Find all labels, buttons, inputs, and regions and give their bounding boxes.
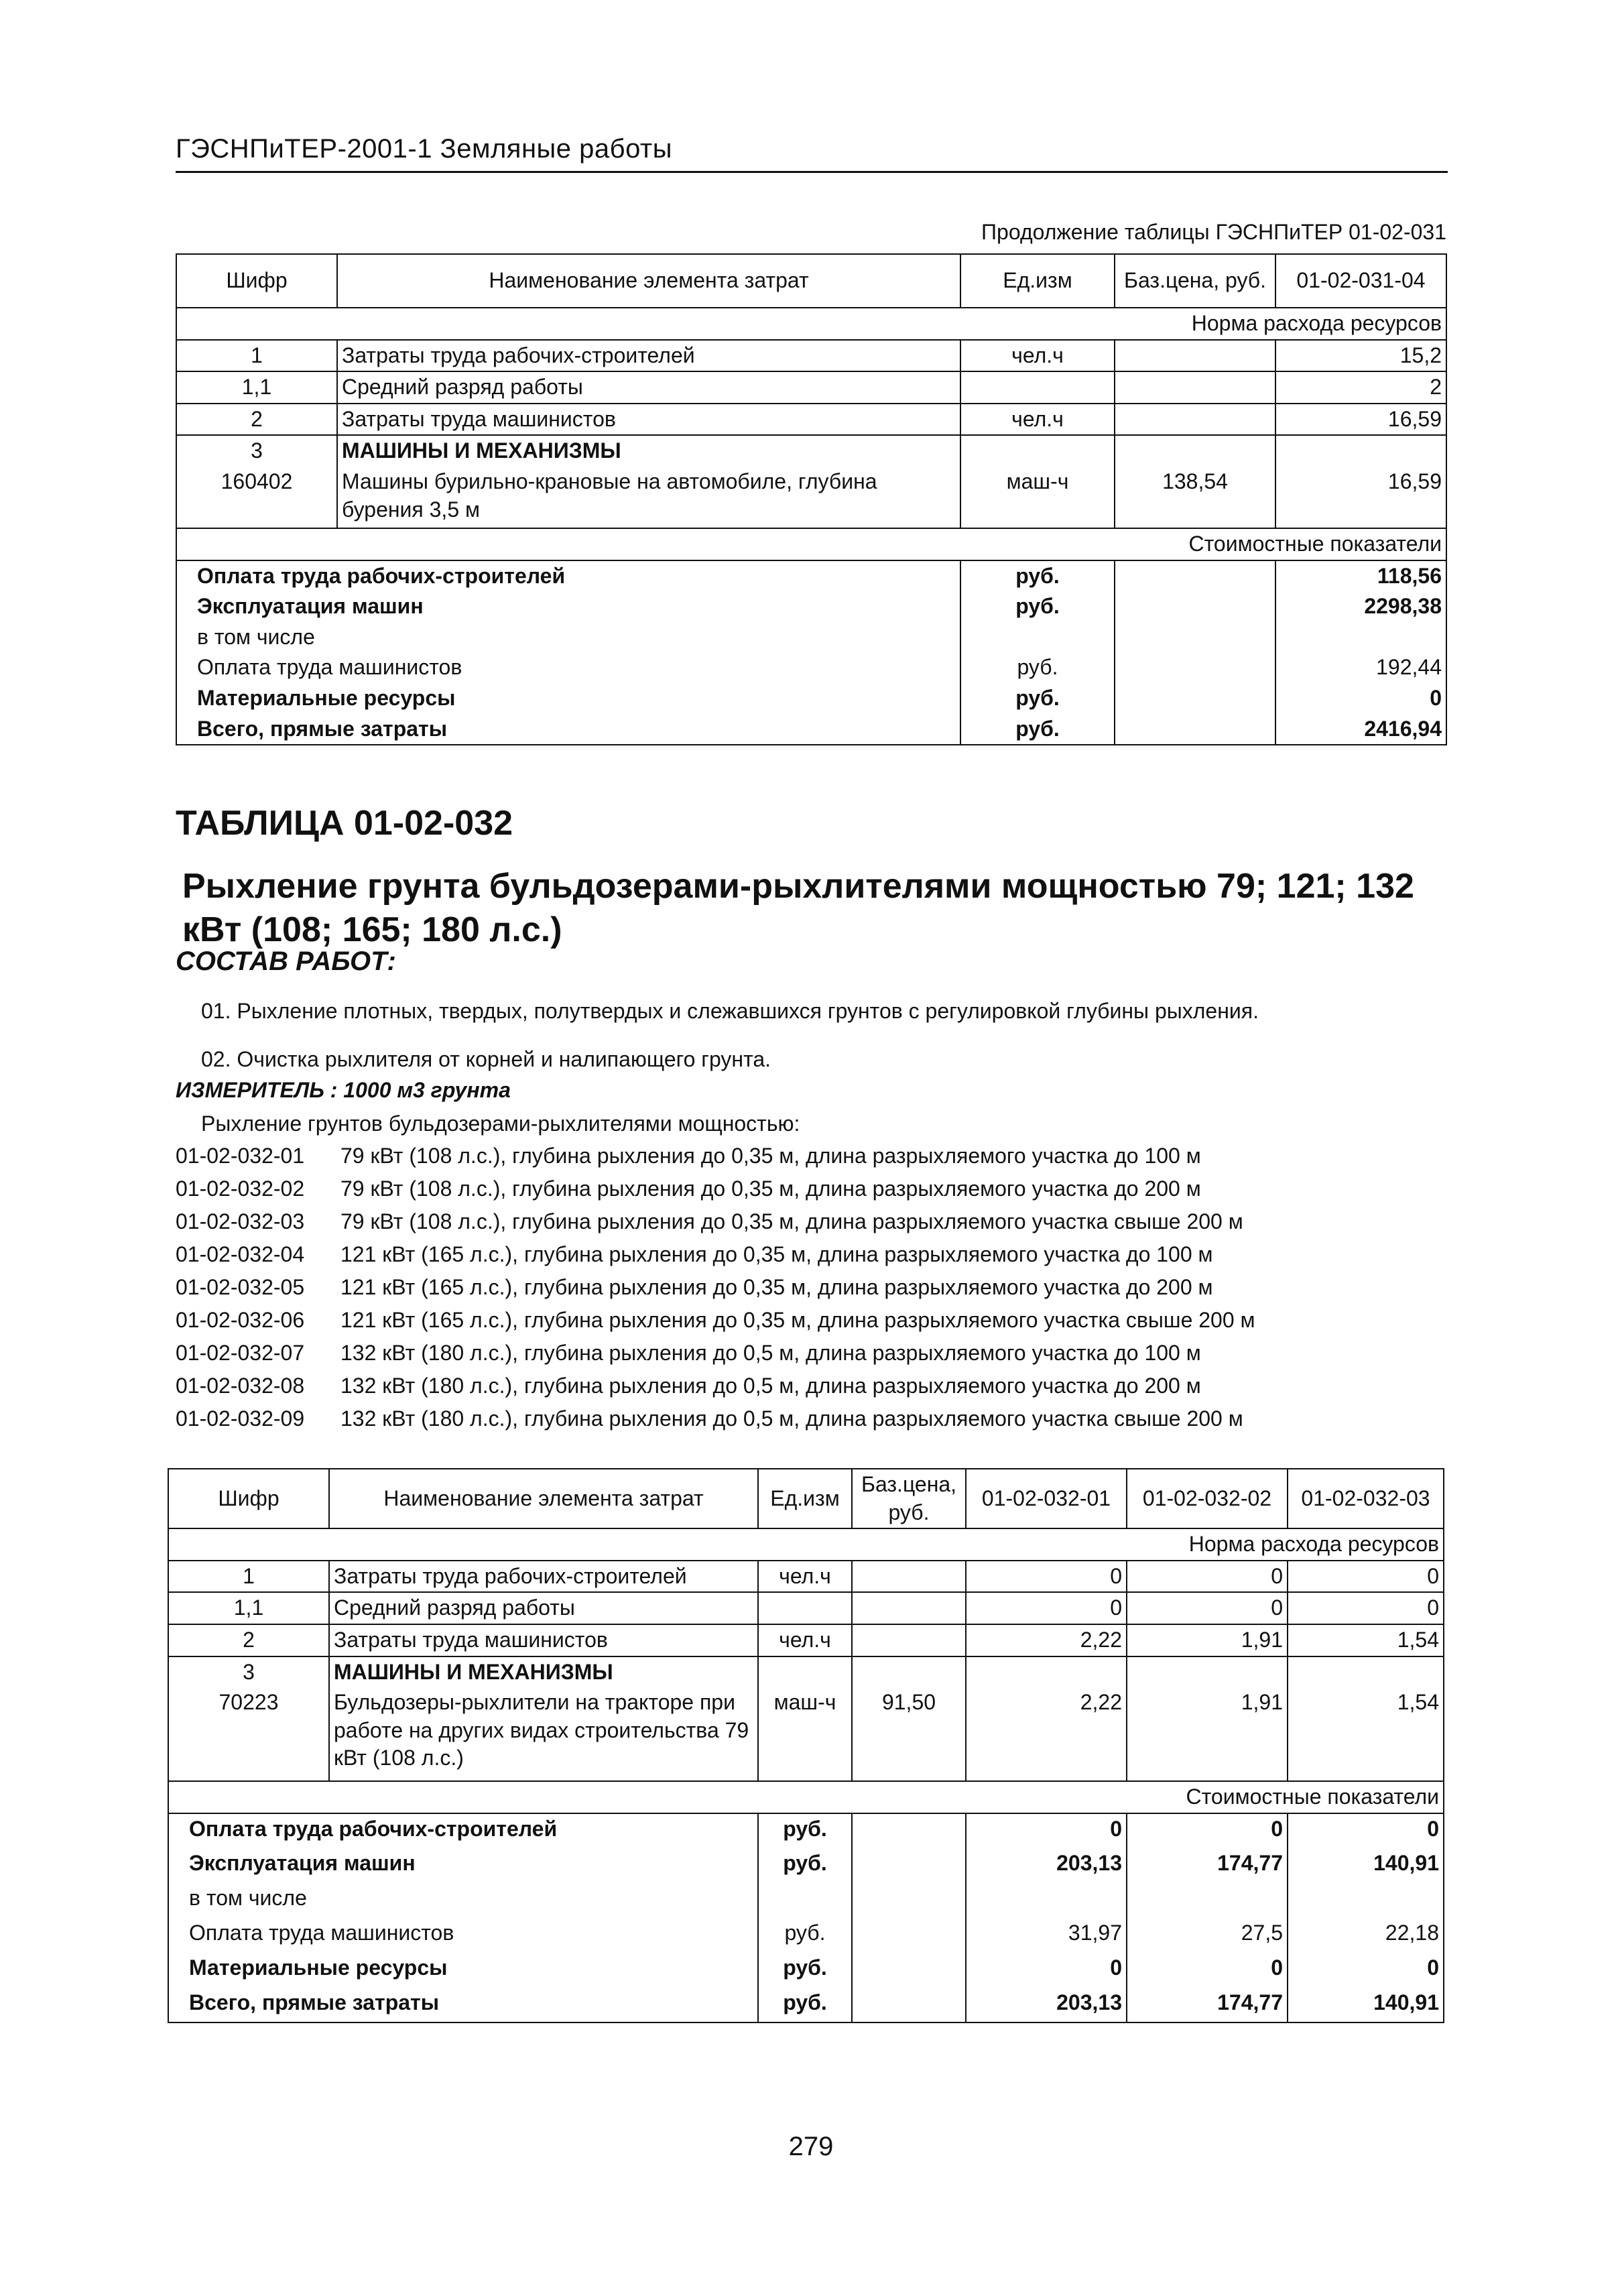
variant-code: 01-02-032-08 <box>176 1374 305 1398</box>
row-name: Затраты труда рабочих-строителей <box>329 1561 758 1593</box>
cost-value: 31,97 <box>966 1918 1127 1953</box>
row-name: Затраты труда машинистов <box>337 404 960 436</box>
row-name: Затраты труда рабочих-строителей <box>337 340 960 372</box>
cost-name: Оплата труда машинистов <box>176 652 960 683</box>
row-unit: чел.ч <box>758 1624 852 1656</box>
cost-unit: руб. <box>758 1953 852 1988</box>
row-value <box>1275 435 1446 467</box>
cost-row <box>176 622 1446 653</box>
row-price <box>852 1592 966 1624</box>
variants-intro: Рыхление грунтов бульдозерами-рыхлителями мощностью: <box>201 1111 800 1136</box>
cost-value: 2298,38 <box>1275 591 1446 622</box>
cost-value: 203,13 <box>966 1848 1127 1883</box>
work-item: 01. Рыхление плотных, твердых, полутвердых и слежавшихся грунтов с регулировкой глубины рыхления. <box>201 999 1259 1023</box>
section-subtitle: Рыхление грунта бульдозерами-рыхлителями мощностью 79; 121; 132 кВт (108; 165; 180 л.с.) <box>182 867 1414 949</box>
cost-name: Эксплуатация машин <box>176 591 960 622</box>
cost-name: в том числе <box>176 622 960 653</box>
row-value: 16,59 <box>1275 404 1446 436</box>
row-name: Бульдозеры-рыхлители на тракторе при работе на других видах строительства 79 кВт (108 л.с.) <box>329 1687 758 1781</box>
header-rule <box>176 171 1448 173</box>
work-item: 02. Очистка рыхлителя от корней и налипающего грунта. <box>201 1047 771 1071</box>
composition-label: СОСТАВ РАБОТ: <box>176 947 396 976</box>
col-header-variant: 01-02-032-01 <box>966 1469 1127 1528</box>
row-unit: маш-ч <box>960 467 1115 528</box>
row-value: 1,54 <box>1288 1624 1444 1656</box>
row-code: 2 <box>176 404 337 436</box>
cost-row <box>176 591 1446 622</box>
row-value: 0 <box>1288 1592 1444 1624</box>
cost-row <box>176 683 1446 714</box>
cost-value: 203,13 <box>966 1988 1127 2022</box>
cost-row <box>176 714 1446 745</box>
col-header-name: Наименование элемента затрат <box>329 1469 758 1528</box>
row-unit <box>960 435 1115 467</box>
cost-price <box>852 1813 966 1848</box>
cost-row <box>168 1953 1444 1988</box>
table-continuation-note: Продолжение таблицы ГЭСНПиТЕР 01-02-031 <box>981 220 1446 244</box>
variant-line <box>176 1275 1213 1300</box>
variant-line <box>176 1242 1213 1267</box>
cost-price <box>852 1848 966 1883</box>
variant-code: 01-02-032-05 <box>176 1275 305 1299</box>
col-header-unit: Ед.изм <box>758 1469 852 1528</box>
cost-section-header: Стоимостные показатели <box>176 528 1446 560</box>
cost-name: Эксплуатация машин <box>168 1848 758 1883</box>
cost-value: 0 <box>1127 1953 1288 1988</box>
variant-text: 132 кВт (180 л.с.), глубина рыхления до 0,5 м, длина разрыхляемого участка до 100 м <box>340 1341 1201 1365</box>
cost-value <box>966 1883 1127 1918</box>
row-name: Машины бурильно-крановые на автомобиле, глубина бурения 3,5 м <box>337 467 960 528</box>
cost-unit <box>758 1883 852 1918</box>
cost-value: 0 <box>966 1953 1127 1988</box>
cost-price <box>1115 714 1275 745</box>
row-unit: чел.ч <box>960 340 1115 372</box>
cost-name: Материальные ресурсы <box>168 1953 758 1988</box>
cost-unit: руб. <box>758 1918 852 1953</box>
cost-name: Материальные ресурсы <box>176 683 960 714</box>
cost-unit: руб. <box>960 591 1115 622</box>
row-value: 1,91 <box>1127 1624 1288 1656</box>
row-price <box>1115 435 1275 467</box>
row-name: Средний разряд работы <box>337 371 960 404</box>
row-value: 0 <box>1288 1561 1444 1593</box>
cost-value: 118,56 <box>1275 560 1446 592</box>
cost-price <box>852 1883 966 1918</box>
variant-code: 01-02-032-06 <box>176 1308 305 1332</box>
row-value <box>1288 1656 1444 1688</box>
cost-unit: руб. <box>960 714 1115 745</box>
variant-code: 01-02-032-09 <box>176 1406 305 1431</box>
variant-code: 01-02-032-03 <box>176 1209 305 1233</box>
table-row <box>176 340 1446 372</box>
cost-price <box>1115 591 1275 622</box>
cost-price <box>1115 683 1275 714</box>
cost-value: 0 <box>1127 1813 1288 1848</box>
cost-name: Всего, прямые затраты <box>176 714 960 745</box>
cost-unit: руб. <box>960 560 1115 592</box>
cost-value: 174,77 <box>1127 1848 1288 1883</box>
cost-row <box>168 1813 1444 1848</box>
cost-name: в том числе <box>168 1883 758 1918</box>
table-row <box>168 1561 1444 1593</box>
cost-value: 0 <box>966 1813 1127 1848</box>
cost-unit: руб. <box>758 1813 852 1848</box>
row-name: МАШИНЫ И МЕХАНИЗМЫ <box>337 435 960 467</box>
row-value: 0 <box>966 1561 1127 1593</box>
variant-line <box>176 1209 1243 1234</box>
cost-value: 0 <box>1288 1813 1444 1848</box>
row-price <box>852 1561 966 1593</box>
row-value: 2,22 <box>966 1624 1127 1656</box>
row-price <box>852 1624 966 1656</box>
variant-text: 121 кВт (165 л.с.), глубина рыхления до 0,35 м, длина разрыхляемого участка свыше 200 м <box>340 1308 1255 1332</box>
cost-unit: руб. <box>960 652 1115 683</box>
cost-row <box>168 1988 1444 2022</box>
variant-code: 01-02-032-01 <box>176 1144 305 1168</box>
cost-unit: руб. <box>758 1988 852 2022</box>
variant-text: 79 кВт (108 л.с.), глубина рыхления до 0,35 м, длина разрыхляемого участка свыше 200 м <box>340 1209 1243 1233</box>
row-name: Затраты труда машинистов <box>329 1624 758 1656</box>
cost-row <box>168 1848 1444 1883</box>
cost-price <box>852 1953 966 1988</box>
col-header-code: Шифр <box>176 254 337 308</box>
cost-price <box>1115 652 1275 683</box>
row-value: 16,59 <box>1275 467 1446 528</box>
row-price <box>1115 404 1275 436</box>
variant-line <box>176 1176 1201 1201</box>
cost-value: 174,77 <box>1127 1988 1288 2022</box>
cost-name: Оплата труда машинистов <box>168 1918 758 1953</box>
row-price: 138,54 <box>1115 467 1275 528</box>
row-price: 91,50 <box>852 1687 966 1781</box>
table-row <box>176 467 1446 528</box>
cost-value: 0 <box>1275 683 1446 714</box>
cost-value: 140,91 <box>1288 1848 1444 1883</box>
cost-value: 192,44 <box>1275 652 1446 683</box>
cost-value: 22,18 <box>1288 1918 1444 1953</box>
col-header-name: Наименование элемента затрат <box>337 254 960 308</box>
norm-section-header: Норма расхода ресурсов <box>176 308 1446 340</box>
page-number: 279 <box>788 2132 834 2161</box>
cost-name: Всего, прямые затраты <box>168 1988 758 2022</box>
measure-unit: ИЗМЕРИТЕЛЬ : 1000 м3 грунта <box>176 1078 511 1102</box>
cost-row <box>176 652 1446 683</box>
col-header-code: Шифр <box>168 1469 329 1528</box>
variant-text: 132 кВт (180 л.с.), глубина рыхления до 0,5 м, длина разрыхляемого участка свыше 200 м <box>340 1406 1243 1431</box>
row-value: 2,22 <box>966 1687 1127 1781</box>
row-code: 70223 <box>168 1687 329 1781</box>
row-value: 2 <box>1275 371 1446 404</box>
cost-price <box>852 1918 966 1953</box>
variant-line <box>176 1374 1201 1398</box>
cost-row <box>176 560 1446 592</box>
row-code: 3 <box>168 1656 329 1688</box>
row-unit <box>960 371 1115 404</box>
row-price <box>852 1656 966 1688</box>
row-code: 2 <box>168 1624 329 1656</box>
cost-unit <box>960 622 1115 653</box>
row-value: 1,91 <box>1127 1687 1288 1781</box>
row-value <box>966 1656 1127 1688</box>
table-row <box>176 404 1446 436</box>
row-value: 0 <box>1127 1561 1288 1593</box>
cost-name: Оплата труда рабочих-строителей <box>176 560 960 592</box>
row-code: 3 <box>176 435 337 467</box>
cost-unit: руб. <box>758 1848 852 1883</box>
resource-table-01-02-032 <box>168 1468 1444 2023</box>
row-code: 160402 <box>176 467 337 528</box>
cost-value <box>1275 622 1446 653</box>
row-value: 0 <box>1127 1592 1288 1624</box>
row-value: 0 <box>966 1592 1127 1624</box>
cost-price <box>1115 622 1275 653</box>
variant-text: 121 кВт (165 л.с.), глубина рыхления до 0,35 м, длина разрыхляемого участка до 100 м <box>340 1242 1213 1266</box>
row-price <box>1115 371 1275 404</box>
row-unit: чел.ч <box>758 1561 852 1593</box>
row-code: 1,1 <box>176 371 337 404</box>
row-value: 1,54 <box>1288 1687 1444 1781</box>
row-code: 1,1 <box>168 1592 329 1624</box>
running-header: ГЭСНПиТЕР-2001-1 Земляные работы <box>176 134 672 164</box>
cost-value: 140,91 <box>1288 1988 1444 2022</box>
norm-section-header: Норма расхода ресурсов <box>168 1528 1444 1561</box>
variant-line <box>176 1144 1201 1168</box>
variant-text: 79 кВт (108 л.с.), глубина рыхления до 0,35 м, длина разрыхляемого участка до 100 м <box>340 1144 1201 1168</box>
row-value <box>1127 1656 1288 1688</box>
table-row <box>176 435 1446 467</box>
row-code: 1 <box>176 340 337 372</box>
cost-row <box>168 1883 1444 1918</box>
cost-row <box>168 1918 1444 1953</box>
variant-text: 121 кВт (165 л.с.), глубина рыхления до 0,35 м, длина разрыхляемого участка до 200 м <box>340 1275 1213 1299</box>
col-header-price: Баз.цена, руб. <box>852 1469 966 1528</box>
variant-line <box>176 1341 1201 1366</box>
cost-value: 0 <box>1288 1953 1444 1988</box>
col-header-variant: 01-02-032-03 <box>1288 1469 1444 1528</box>
variant-code: 01-02-032-04 <box>176 1242 305 1266</box>
row-price <box>1115 340 1275 372</box>
col-header-unit: Ед.изм <box>960 254 1115 308</box>
table-row <box>168 1656 1444 1688</box>
variant-text: 79 кВт (108 л.с.), глубина рыхления до 0,35 м, длина разрыхляемого участка до 200 м <box>340 1176 1201 1201</box>
row-unit <box>758 1592 852 1624</box>
row-name: МАШИНЫ И МЕХАНИЗМЫ <box>329 1656 758 1688</box>
cost-value <box>1127 1883 1288 1918</box>
variant-line <box>176 1406 1243 1431</box>
resource-table-01-02-031 <box>176 253 1447 745</box>
cost-name: Оплата труда рабочих-строителей <box>168 1813 758 1848</box>
col-header-price: Баз.цена, руб. <box>1115 254 1275 308</box>
cost-price <box>1115 560 1275 592</box>
col-header-variant: 01-02-032-02 <box>1127 1469 1288 1528</box>
cost-value: 27,5 <box>1127 1918 1288 1953</box>
cost-price <box>852 1988 966 2022</box>
variant-code: 01-02-032-02 <box>176 1176 305 1201</box>
cost-unit: руб. <box>960 683 1115 714</box>
variant-code: 01-02-032-07 <box>176 1341 305 1365</box>
row-unit <box>758 1656 852 1688</box>
row-name: Средний разряд работы <box>329 1592 758 1624</box>
cost-value <box>1288 1883 1444 1918</box>
row-value: 15,2 <box>1275 340 1446 372</box>
variant-line <box>176 1308 1255 1333</box>
cost-value: 2416,94 <box>1275 714 1446 745</box>
table-row <box>176 371 1446 404</box>
cost-section-header: Стоимостные показатели <box>168 1781 1444 1813</box>
row-code: 1 <box>168 1561 329 1593</box>
variant-text: 132 кВт (180 л.с.), глубина рыхления до 0,5 м, длина разрыхляемого участка до 200 м <box>340 1374 1201 1398</box>
col-header-variant: 01-02-031-04 <box>1275 254 1446 308</box>
section-title: ТАБЛИЦА 01-02-032 <box>176 804 513 843</box>
table-row <box>168 1592 1444 1624</box>
table-row <box>168 1687 1444 1781</box>
row-unit: чел.ч <box>960 404 1115 436</box>
row-unit: маш-ч <box>758 1687 852 1781</box>
table-row <box>168 1624 1444 1656</box>
